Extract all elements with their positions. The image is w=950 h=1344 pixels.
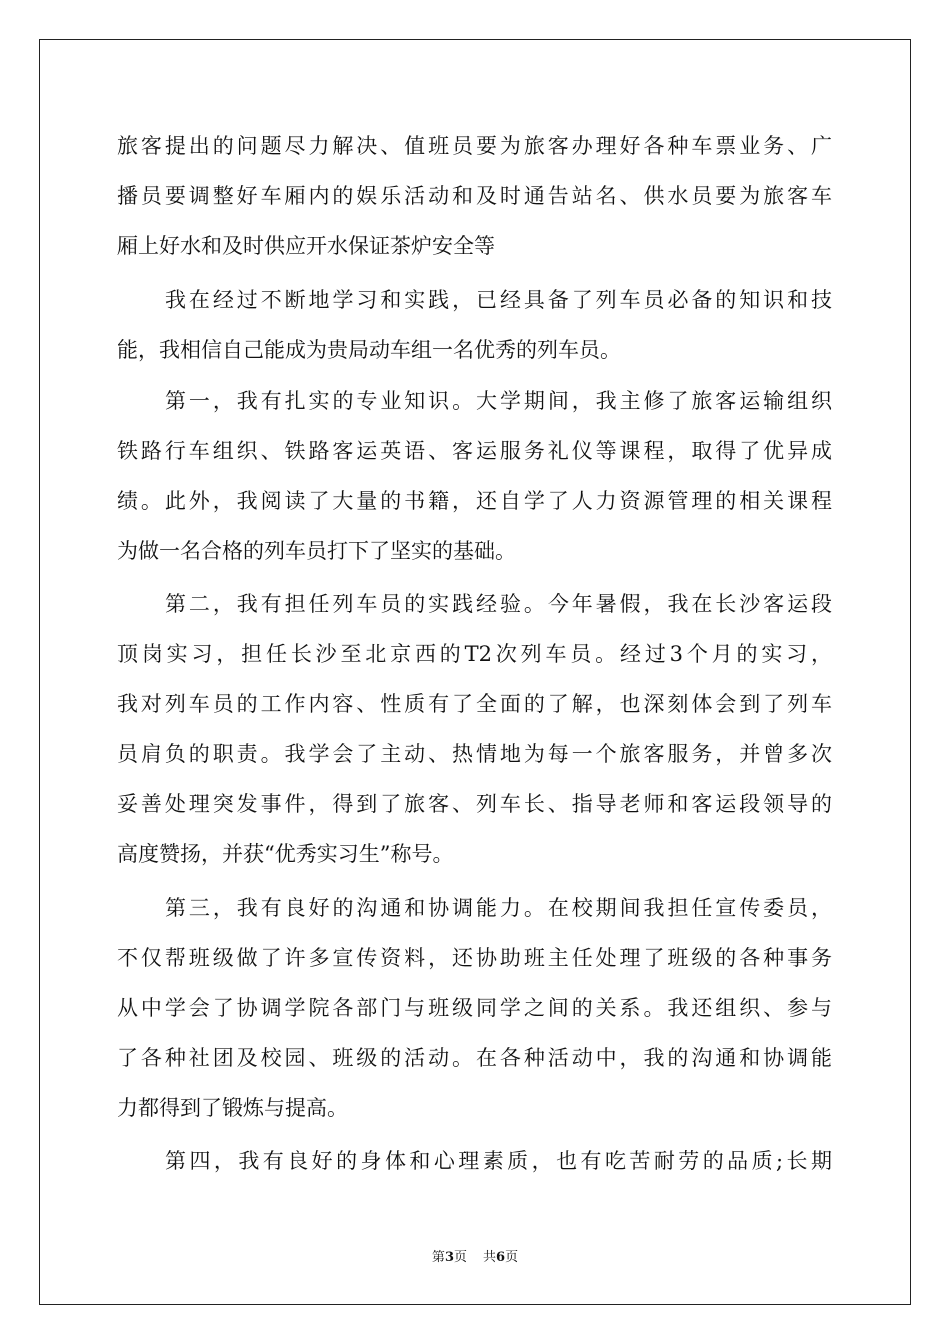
text-line: 顶岗实习，担任长沙至北京西的T2次列车员。经过3个月的实习， — [117, 642, 832, 666]
text-line: 第二，我有担任列车员的实践经验。今年暑假，我在长沙客运段 — [165, 592, 832, 616]
text-line: 员肩负的职责。我学会了主动、热情地为每一个旅客服务，并曾多次 — [117, 742, 832, 766]
text-line: 厢上好水和及时供应开水保证茶炉安全等 — [117, 234, 495, 258]
text-line: 旅客提出的问题尽力解决、值班员要为旅客办理好各种车票业务、广 — [117, 134, 832, 158]
text-line: 第一，我有扎实的专业知识。大学期间，我主修了旅客运输组织 — [165, 389, 832, 413]
text-line: 我对列车员的工作内容、性质有了全面的了解，也深刻体会到了列车 — [117, 692, 832, 716]
text-line: 第三，我有良好的沟通和协调能力。在校期间我担任宣传委员， — [165, 896, 832, 920]
text-line: 妥善处理突发事件，得到了旅客、列车长、指导老师和客运段领导的 — [117, 792, 832, 816]
text-line: 铁路行车组织、铁路客运英语、客运服务礼仪等课程，取得了优异成 — [117, 439, 832, 463]
text-line: 了各种社团及校园、班级的活动。在各种活动中，我的沟通和协调能 — [117, 1046, 832, 1070]
page-total: 共6页 — [483, 1250, 519, 1265]
text-line: 不仅帮班级做了许多宣传资料，还协助班主任处理了班级的各种事务 — [117, 946, 832, 970]
text-line: 播员要调整好车厢内的娱乐活动和及时通告站名、供水员要为旅客车 — [117, 184, 832, 208]
text-line: 从中学会了协调学院各部门与班级同学之间的关系。我还组织、参与 — [117, 996, 832, 1020]
text-line: 第四，我有良好的身体和心理素质，也有吃苦耐劳的品质;长期 — [165, 1149, 832, 1173]
text-line: 能，我相信自己能成为贵局动车组一名优秀的列车员。 — [117, 338, 621, 362]
text-line: 高度赞扬，并获“优秀实习生”称号。 — [117, 842, 454, 866]
text-line: 力都得到了锻炼与提高。 — [117, 1096, 348, 1120]
page-footer — [0, 1246, 950, 1265]
page-number: 第3页 — [431, 1250, 467, 1265]
text-line: 绩。此外，我阅读了大量的书籍，还自学了人力资源管理的相关课程 — [117, 489, 832, 513]
text-line: 为做一名合格的列车员打下了坚实的基础。 — [117, 539, 516, 563]
text-line: 我在经过不断地学习和实践，已经具备了列车员必备的知识和技 — [165, 288, 832, 312]
